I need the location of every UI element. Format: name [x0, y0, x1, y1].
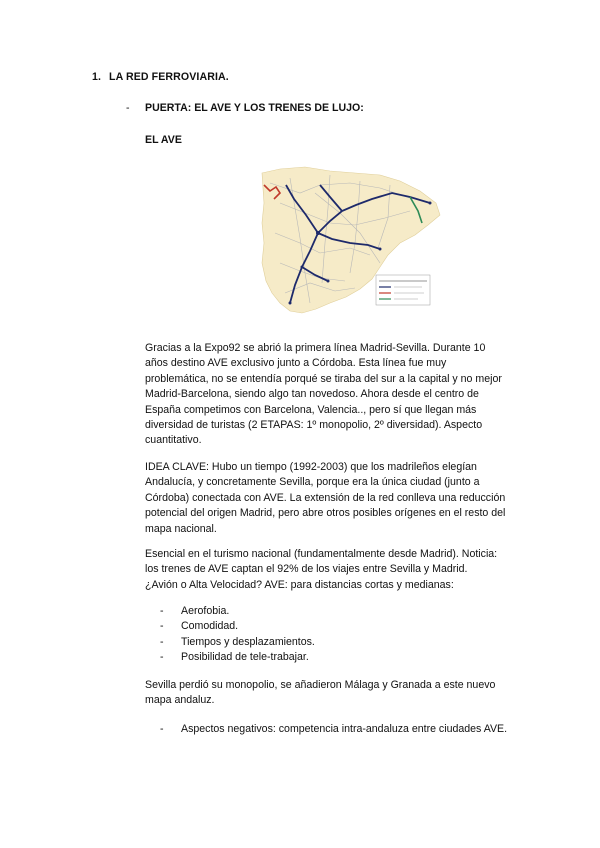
bullet-dash: -: [160, 635, 164, 648]
advantages-list: [160, 604, 315, 666]
bullet-dash: -: [160, 605, 164, 617]
paragraph-expo92: [145, 341, 535, 449]
list-item: - Tiempos y desplazamientos.: [160, 635, 315, 650]
list-item: - Aspectos negativos: competencia intra-andaluza entre ciudades AVE.: [160, 722, 507, 737]
paragraph-turismo-nacional: [145, 547, 535, 593]
subsection-heading: [126, 102, 364, 114]
text-line: Esencial en el turismo nacional (fundamentalmente desde Madrid). Noticia:: [145, 548, 498, 560]
paragraph-idea-clave: [145, 460, 535, 537]
text-line: los trenes de AVE captan el 92% de los viajes entre Sevilla y Madrid.: [145, 563, 468, 576]
bullet-dash: -: [126, 102, 130, 114]
text-line: mapa andaluz.: [145, 694, 215, 707]
text-line: Córdoba) conectada con AVE. La extensión de la red conlleva una reducción: [145, 491, 506, 504]
text-line: Sevilla perdió su monopolio, se añadieron Málaga y Granada a este nuevo: [145, 679, 496, 691]
map-legend: [376, 275, 430, 305]
list-item: - Posibilidad de tele-trabajar.: [160, 650, 315, 665]
negatives-list: [160, 722, 507, 737]
text-line: cuantitativo.: [145, 434, 202, 447]
section-number: 1.: [92, 71, 102, 83]
text-line: problemática, no se entendía porqué se tiraba del sur a la capital y no mejor: [145, 372, 502, 385]
text-line: España competimos con Barcelona, Valencia.., pero sí que llegan más: [145, 403, 477, 416]
spain-rail-map: [260, 163, 443, 315]
list-item: - Comodidad.: [160, 619, 315, 634]
topic-heading: EL AVE: [145, 134, 182, 146]
list-item: - Aerofobia.: [160, 604, 315, 619]
text-line: Madrid-Barcelona, siendo algo tan novedoso. Ahora desde el centro de: [145, 388, 479, 401]
text-line: años destino AVE exclusivo junto a Córdoba. Esta línea fue muy: [145, 357, 447, 370]
bullet-dash: -: [160, 651, 164, 664]
bullet-dash: -: [160, 620, 164, 633]
text-line: Gracias a la Expo92 se abrió la primera línea Madrid-Sevilla. Durante 10: [145, 342, 486, 354]
section-title: LA RED FERROVIARIA.: [109, 71, 229, 83]
text-line: potencial del origen Madrid, pero abre otros posibles orígenes en el resto del: [145, 507, 506, 520]
text-line: ¿Avión o Alta Velocidad? AVE: para distancias cortas y medianas:: [145, 578, 454, 591]
text-line: IDEA CLAVE: Hubo un tiempo (1992-2003) que los madrileños elegían: [145, 461, 477, 473]
bullet-dash: -: [160, 723, 164, 735]
text-line: mapa nacional.: [145, 522, 217, 535]
paragraph-sevilla-monopolio: [145, 678, 535, 709]
map-illustration: [260, 163, 443, 315]
section-heading: [92, 71, 229, 83]
text-line: diversidad de turistas (2 ETAPAS: 1º monopolio, 2º diversidad). Aspecto: [145, 419, 483, 432]
text-line: Andalucía, y concretamente Sevilla, porque era la única ciudad (junto a: [145, 476, 480, 489]
subsection-title: PUERTA: EL AVE Y LOS TRENES DE LUJO:: [145, 102, 364, 114]
